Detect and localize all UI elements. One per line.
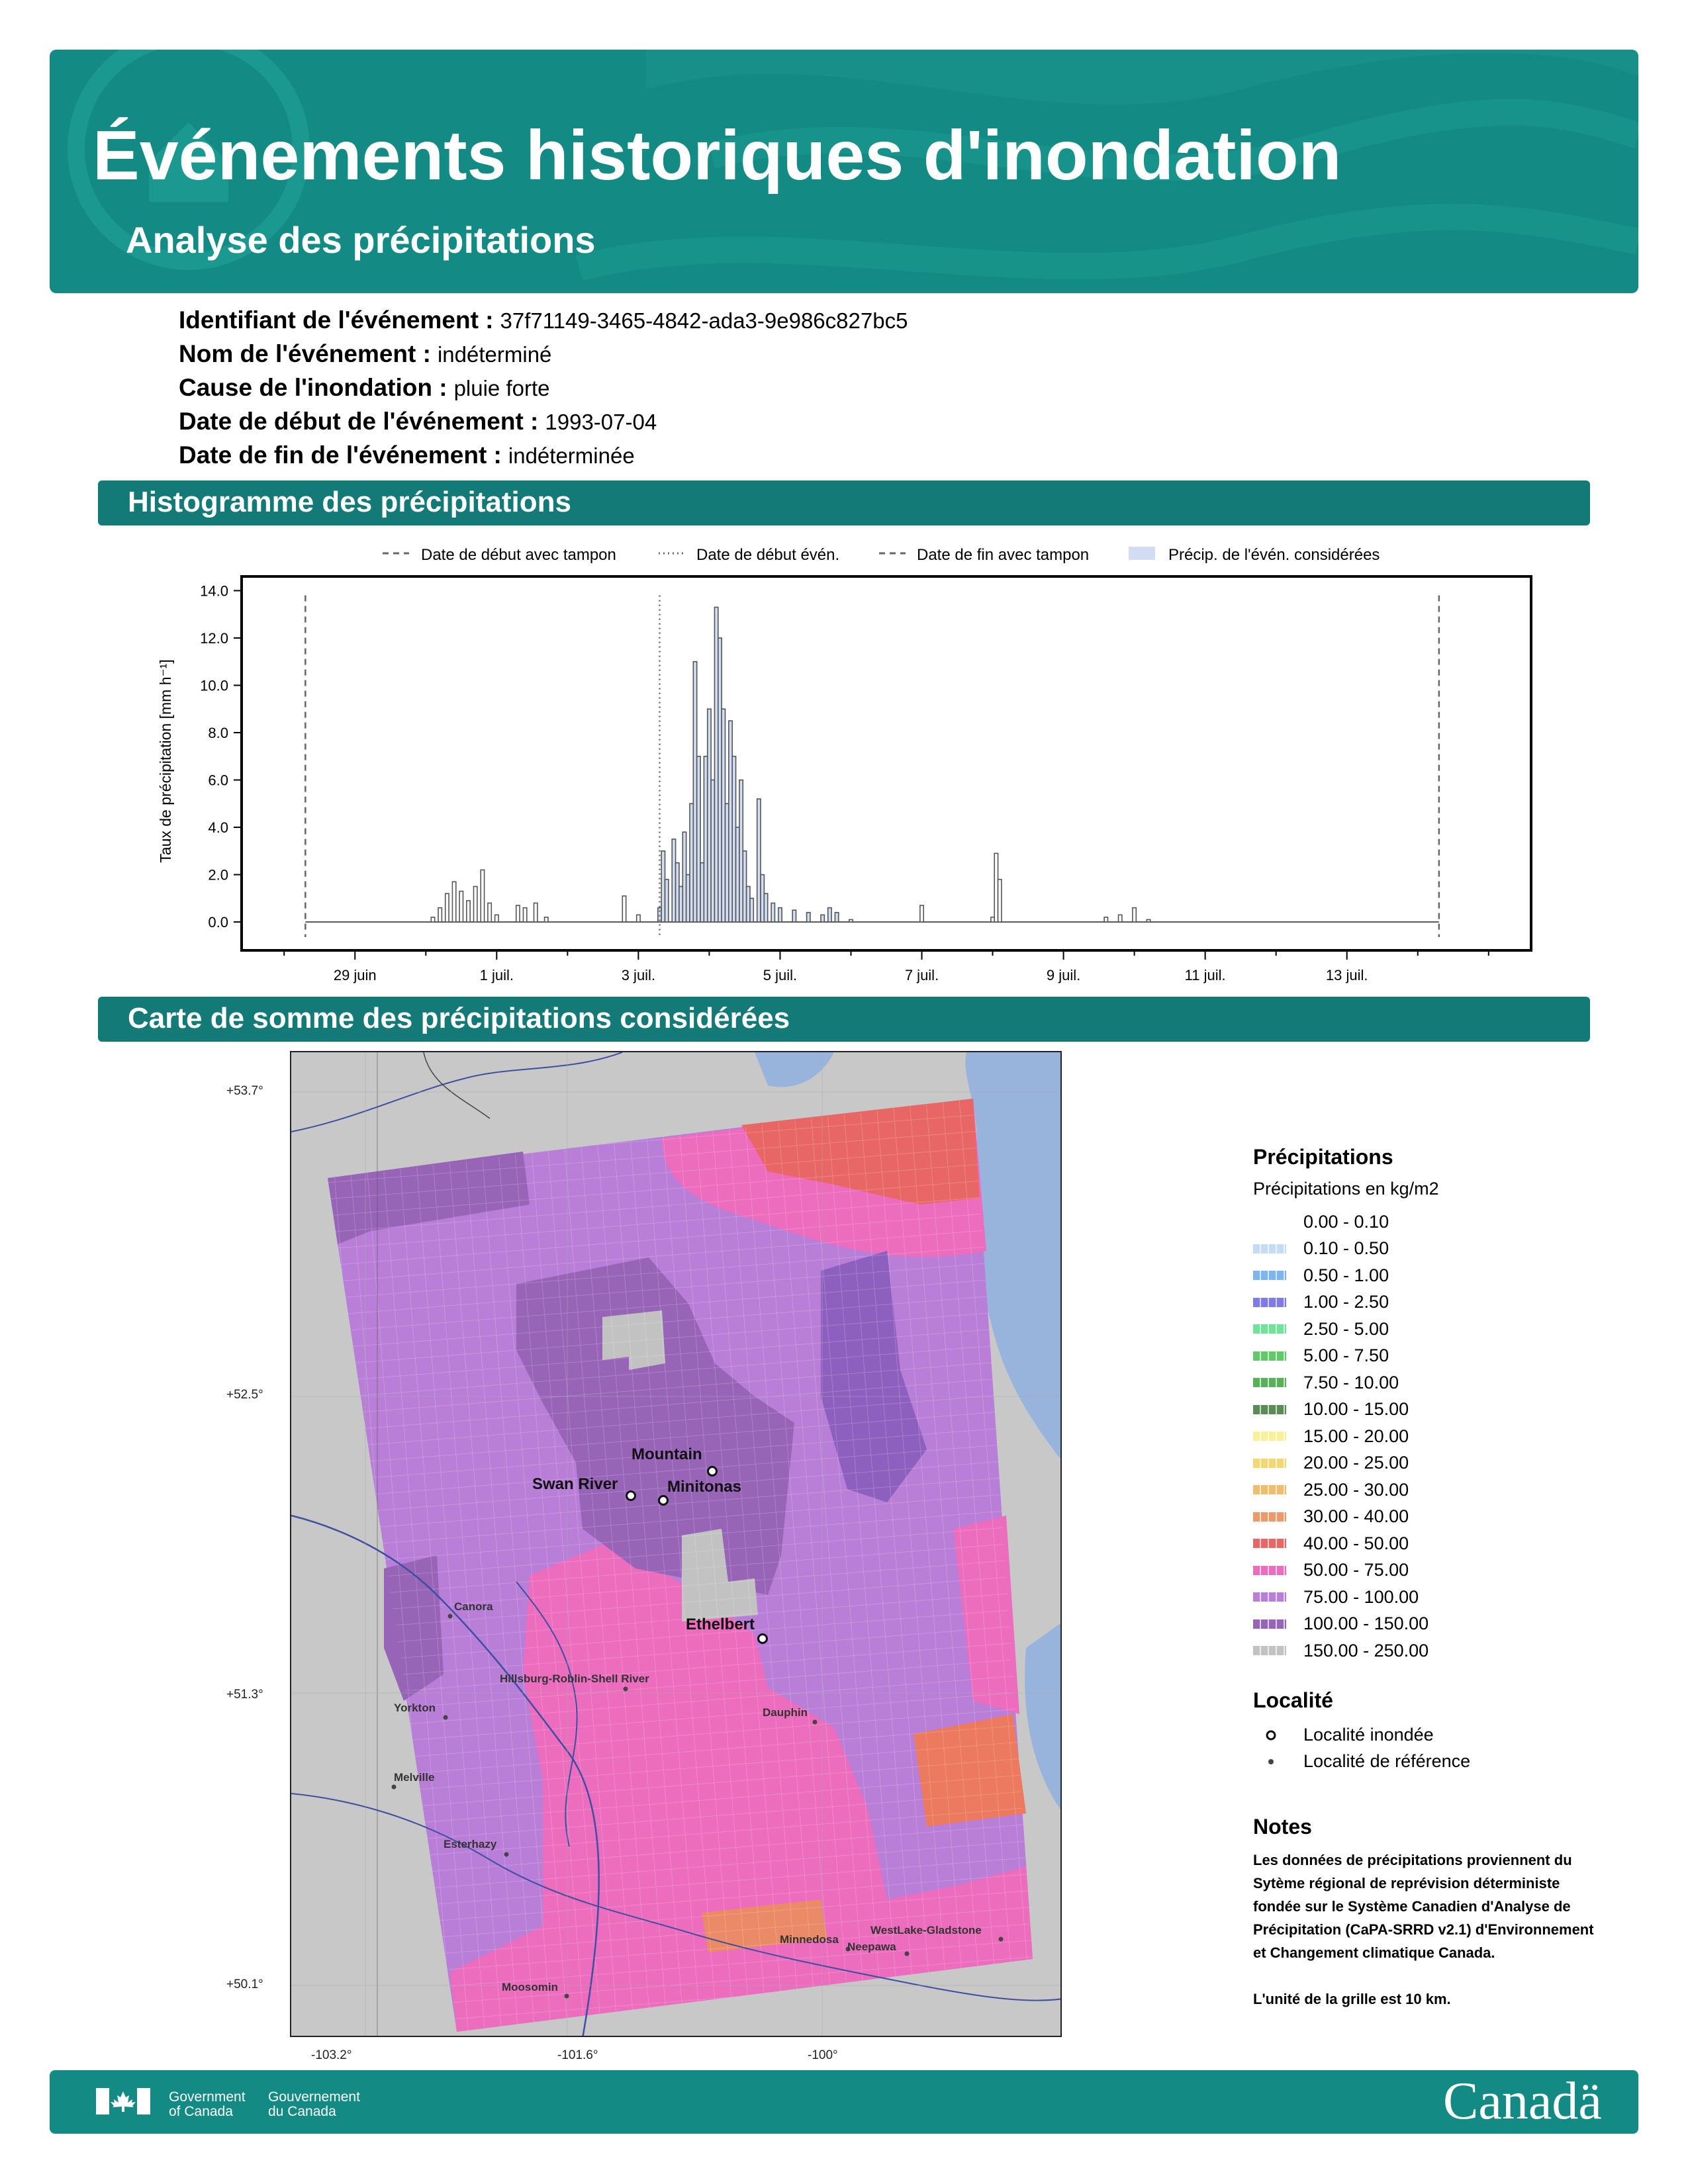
legend-class-8 (1253, 1423, 1624, 1450)
legend-class-label: 150.00 - 250.00 (1303, 1640, 1429, 1661)
notes-text: Les données de précipitations proviennent du Sytème régional de reprévision déterministe fondée sur le Système Canadien d'Analyse de Précipitation (CaPA-SRRD v2.1) d'Environnement et Changement climatique Canada. (1253, 1851, 1594, 1961)
y-tick-label: 10.0 (200, 677, 228, 694)
event-name-label: Nom de l'événement : (179, 340, 431, 367)
event-cause-value: pluie forte (453, 376, 550, 400)
precip-bar (697, 756, 700, 922)
x-axis (284, 950, 1489, 983)
precip-bar (764, 893, 767, 922)
legend-swatch (1253, 1539, 1286, 1548)
precip-bar (736, 827, 739, 922)
precip-bar (452, 882, 455, 922)
legend-flooded (1253, 1722, 1624, 1749)
precip-bar (661, 851, 665, 922)
precip-bar (807, 913, 810, 922)
precip-bar (835, 913, 838, 922)
precip-bar (431, 917, 434, 922)
legend-swatch (1253, 1405, 1286, 1414)
legend-class-label: 20.00 - 25.00 (1303, 1453, 1409, 1473)
x-tick-label: 1 juil. (479, 967, 514, 983)
x-tick-label: 7 juil. (904, 967, 939, 983)
precip-bar (729, 721, 732, 922)
legend-swatch (1253, 1459, 1286, 1468)
precip-bar (750, 898, 753, 922)
precip-bar (714, 607, 718, 922)
legend-class-10 (1253, 1477, 1624, 1504)
locality-canora: Canora (454, 1600, 493, 1613)
legend-swatch (1253, 1566, 1286, 1575)
flooded-locality-marker (708, 1467, 717, 1476)
precip-bar (1133, 908, 1136, 922)
precip-bar (690, 803, 693, 922)
precip-bar (761, 875, 764, 923)
event-start-value: 1993-07-04 (545, 410, 657, 434)
lon-label: -100° (808, 2048, 838, 2062)
legend-swatch (1253, 1271, 1286, 1280)
y-axis (200, 582, 242, 931)
precip-bar (828, 908, 831, 922)
precip-bar (474, 886, 477, 922)
legend-class-label: 30.00 - 40.00 (1303, 1506, 1409, 1527)
legend-event-start: Date de début évén. (696, 546, 840, 564)
locality-legend-title: Localité (1253, 1688, 1333, 1712)
legend-class-label: 40.00 - 50.00 (1303, 1533, 1409, 1553)
canada-flag-icon (96, 2088, 150, 2115)
legend-swatch (1253, 1244, 1286, 1253)
locality-mountain: Mountain (632, 1445, 702, 1463)
map-canvas (291, 1052, 1062, 2037)
legend-class-1 (1253, 1236, 1624, 1263)
lake-manitoba (1025, 1621, 1062, 1813)
map-legend (1253, 1145, 1624, 2011)
y-tick-label: 2.0 (208, 866, 228, 884)
legend-swatch (1253, 1432, 1286, 1441)
precip-bar (481, 870, 484, 922)
legend-class-0 (1253, 1208, 1624, 1236)
precip-bar (739, 780, 743, 923)
flooded-locality-marker (759, 1635, 767, 1643)
lon-label: -101.6° (557, 2048, 598, 2062)
precipitation-histogram (0, 0, 1688, 993)
legend-class-16 (1253, 1637, 1624, 1664)
legend-swatch (1253, 1217, 1286, 1226)
legend-classes (1253, 1208, 1624, 1664)
legend-buffer-end: Date de fin avec tampon (917, 546, 1090, 564)
legend-class-14 (1253, 1584, 1624, 1611)
lat-label: +51.3° (226, 1688, 263, 1702)
precip-bar (676, 863, 679, 922)
y-tick-label: 14.0 (200, 582, 228, 600)
grid-note: L'unité de la grille est 10 km. (1253, 1990, 1451, 2007)
precip-bar (545, 917, 548, 922)
precip-bar (743, 851, 746, 922)
lon-label: -103.2° (311, 2048, 352, 2062)
grid-lines (328, 1099, 1033, 2032)
precip-bar (991, 917, 994, 922)
precip-bar (920, 905, 923, 922)
government-of-canada-en: Government of Canada (169, 2089, 246, 2119)
legend-class-label: 5.00 - 7.50 (1303, 1345, 1389, 1366)
legend-class-11 (1253, 1504, 1624, 1531)
precip-bar (747, 886, 750, 922)
locality-melville: Melville (394, 1771, 435, 1784)
precip-bar (686, 875, 690, 923)
legend-swatch (1253, 1324, 1286, 1334)
event-cause-label: Cause de l'inondation : (179, 374, 447, 401)
precip-bar (1119, 915, 1122, 922)
canada-wordmark: Canadä (1443, 2072, 1602, 2130)
precip-bar (778, 908, 782, 922)
legend-class-label: 15.00 - 20.00 (1303, 1426, 1409, 1446)
precip-bar (438, 908, 442, 922)
precip-bar (637, 915, 640, 922)
precip-bar (732, 756, 735, 922)
y-tick-label: 6.0 (208, 772, 228, 789)
legend-reference-label: Localité de référence (1303, 1751, 1471, 1771)
legend-swatch (1253, 1378, 1286, 1387)
precip-bar (998, 880, 1002, 922)
legend-swatch (1253, 1512, 1286, 1522)
precip-bar (821, 915, 824, 922)
legend-considered: Précip. de l'évén. considérées (1168, 546, 1380, 564)
locality-moosomin: Moosomin (502, 1981, 558, 1993)
x-tick-label: 9 juil. (1046, 967, 1081, 983)
event-name-value: indéterminé (437, 342, 552, 367)
locality-yorkton: Yorkton (394, 1702, 436, 1714)
section-histogram-title: Histogramme des précipitations (98, 480, 1590, 525)
legend-swatch (1253, 1619, 1286, 1629)
y-tick-label: 12.0 (200, 629, 228, 647)
precip-bar (693, 662, 696, 922)
locality-esterhazy: Esterhazy (444, 1838, 497, 1850)
border-1 (424, 1052, 490, 1118)
precip-bar (672, 839, 675, 922)
precip-bar (488, 903, 491, 922)
x-tick-label: 11 juil. (1184, 967, 1226, 983)
precip-bar (682, 832, 686, 922)
precip-bar (523, 908, 526, 922)
legend-class-9 (1253, 1450, 1624, 1477)
legend-class-label: 0.00 - 0.10 (1303, 1211, 1389, 1232)
section-map-title: Carte de somme des précipitations considérées (98, 997, 1590, 1042)
event-start-label: Date de début de l'événement : (179, 408, 539, 435)
legend-class-7 (1253, 1396, 1624, 1424)
legend-swatch (1253, 1646, 1286, 1655)
locality-neepawa: Neepawa (847, 1940, 896, 1953)
precipitation-map (290, 1051, 1062, 2037)
precip-bar (792, 910, 796, 922)
legend-reference (1253, 1749, 1624, 1775)
precip-bar (534, 903, 538, 922)
legend-class-label: 7.50 - 10.00 (1303, 1372, 1399, 1392)
precip-bar (771, 903, 774, 922)
legend-flooded-label: Localité inondée (1303, 1725, 1434, 1745)
precip-bar (711, 780, 714, 923)
page-title: Événements historiques d'inondation (93, 116, 1342, 195)
lat-label: +50.1° (226, 1978, 263, 1991)
legend-subtitle: Précipitations en kg/m2 (1253, 1179, 1439, 1199)
legend-class-5 (1253, 1343, 1624, 1370)
precip-bar (467, 901, 470, 922)
lat-label: +53.7° (226, 1084, 263, 1098)
x-tick-label: 13 juil. (1325, 967, 1368, 983)
y-tick-label: 0.0 (208, 914, 228, 931)
locality-minnedosa: Minnedosa (780, 1933, 839, 1946)
government-of-canada-fr: Gouvernement du Canada (268, 2089, 360, 2119)
legend-swatch (1253, 1351, 1286, 1361)
precip-bar (757, 799, 761, 922)
precip-bar (445, 893, 449, 922)
precip-bar (704, 756, 707, 922)
precip-bar (722, 709, 725, 922)
precip-bar (516, 905, 520, 922)
chart-legend (383, 546, 1380, 564)
event-end-label: Date de fin de l'événement : (179, 441, 502, 469)
legend-class-label: 1.00 - 2.50 (1303, 1292, 1389, 1312)
legend-title: Précipitations (1253, 1145, 1393, 1169)
legend-class-4 (1253, 1316, 1624, 1343)
x-tick-label: 29 juin (333, 967, 377, 983)
legend-swatch (1253, 1592, 1286, 1602)
precip-bar (726, 803, 729, 922)
plot-area (242, 576, 1531, 950)
legend-class-label: 75.00 - 100.00 (1303, 1586, 1419, 1607)
legend-class-label: 2.50 - 5.00 (1303, 1318, 1389, 1339)
legend-class-label: 0.50 - 1.00 (1303, 1265, 1389, 1285)
legend-class-label: 10.00 - 15.00 (1303, 1399, 1409, 1420)
locality-ethelbert: Ethelbert (686, 1615, 755, 1633)
legend-class-label: 25.00 - 30.00 (1303, 1479, 1409, 1500)
x-tick-label: 3 juil. (621, 967, 656, 983)
flooded-locality-marker (627, 1492, 635, 1500)
page-subtitle: Analyse des précipitations (126, 219, 596, 261)
precip-bar (679, 886, 682, 922)
precip-bar (708, 709, 711, 922)
legend-class-6 (1253, 1369, 1624, 1396)
legend-class-3 (1253, 1289, 1624, 1316)
precip-bar (459, 891, 463, 922)
precip-bar (665, 880, 669, 922)
precip-bar (1104, 917, 1107, 922)
y-axis-label: Taux de précipitation [mm h⁻¹] (157, 659, 174, 863)
x-tick-label: 5 juil. (763, 967, 798, 983)
lat-label: +52.5° (226, 1388, 263, 1402)
notes-title: Notes (1253, 1814, 1312, 1839)
precip-bar (994, 853, 998, 922)
legend-swatch (1253, 1298, 1286, 1307)
legend-swatch (1253, 1485, 1286, 1494)
flooded-locality-marker (659, 1496, 668, 1505)
legend-buffer-start: Date de début avec tampon (421, 546, 616, 564)
legend-class-label: 50.00 - 75.00 (1303, 1560, 1409, 1580)
locality-swan-river: Swan River (532, 1475, 618, 1493)
legend-class-2 (1253, 1262, 1624, 1289)
legend-class-12 (1253, 1530, 1624, 1557)
event-end-value: indéterminée (508, 443, 635, 468)
precip-bar (718, 638, 722, 922)
locality-minitonas: Minitonas (667, 1478, 741, 1496)
locality-westlake-gladstone: WestLake-Gladstone (870, 1924, 982, 1936)
precip-bar (622, 896, 626, 922)
legend-class-13 (1253, 1557, 1624, 1584)
locality-dauphin: Dauphin (763, 1706, 808, 1719)
precip-bar (495, 915, 498, 922)
event-id-value: 37f71149-3465-4842-ada3-9e986c827bc5 (500, 308, 908, 333)
precip-bar (1147, 920, 1150, 923)
precip-bar (700, 863, 704, 922)
y-tick-label: 4.0 (208, 819, 228, 837)
legend-class-label: 0.10 - 0.50 (1303, 1238, 1389, 1259)
precip-bar (849, 920, 853, 923)
y-tick-label: 8.0 (208, 725, 228, 742)
legend-class-15 (1253, 1611, 1624, 1638)
event-id-label: Identifiant de l'événement : (179, 306, 494, 334)
locality-hillsburg: Hillsburg-Roblin-Shell River (500, 1672, 649, 1685)
legend-class-label: 100.00 - 150.00 (1303, 1614, 1429, 1634)
legend-considered-swatch (1129, 547, 1155, 560)
